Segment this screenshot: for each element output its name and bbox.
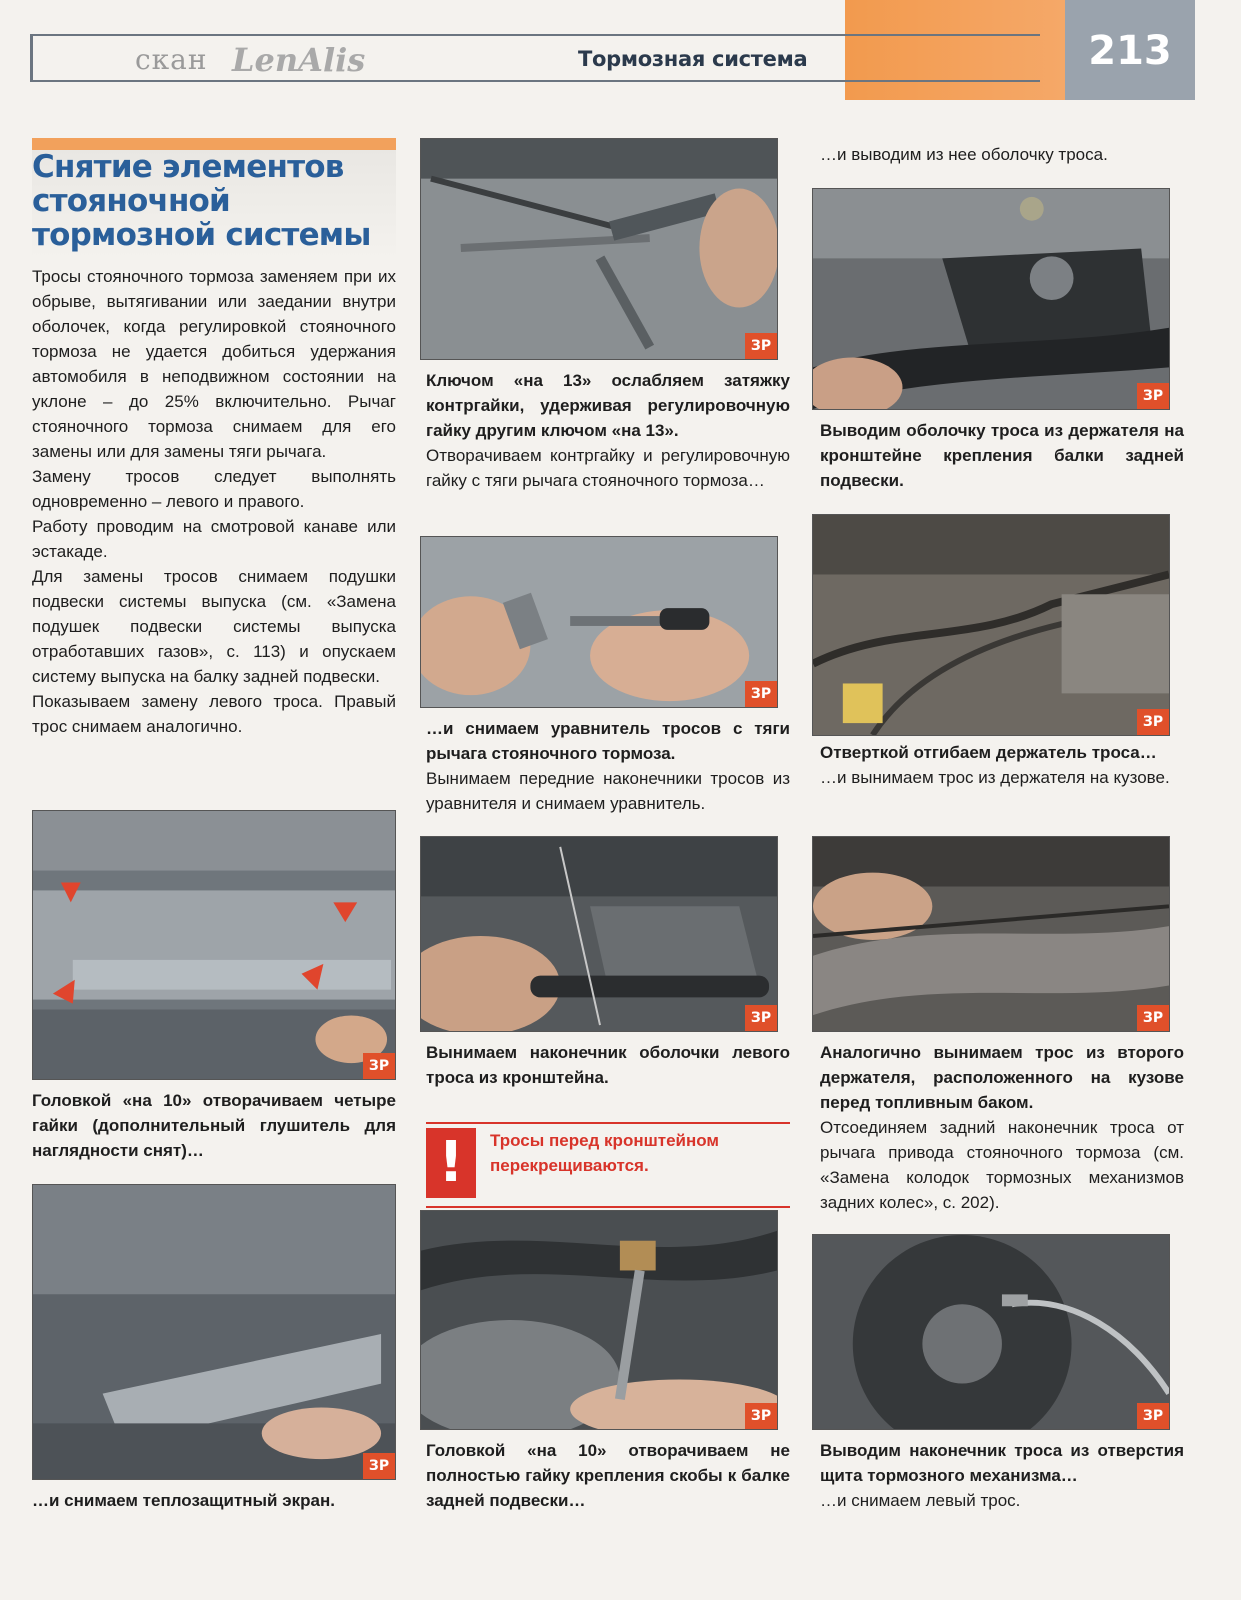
warning-text: Тросы перед кронштейном перекрещиваются.: [490, 1131, 720, 1175]
publisher-badge: ЗР: [363, 1453, 395, 1479]
col2-block-1: [426, 368, 790, 493]
paragraph: Для замены тросов снимаем подушки подвески системы выпуска (см. «Замена подушек подвески системы выпуска отработавших газов», с. 113) и опускаем систему выпуска на балку задней подвески.: [32, 567, 396, 686]
publisher-badge: ЗР: [745, 681, 777, 707]
photo-heat-shield-removed: [32, 1184, 396, 1480]
photo-image: [421, 1211, 777, 1429]
warning-icon: !: [426, 1128, 476, 1198]
warning-rule-bottom: [426, 1206, 790, 1208]
paragraph: Замену тросов следует выполнять одновременно – левого и правого.: [32, 467, 396, 511]
photo-sheath-tip: [420, 836, 778, 1032]
section-title: Тормозная система: [578, 47, 808, 71]
caption-heat-shield-nuts: Головкой «на 10» отворачиваем четыре гайки (дополнительный глушитель для наглядности снят)…: [32, 1091, 396, 1160]
article-title: Снятие элементов стояночной тормозной системы: [32, 149, 371, 253]
publisher-badge: ЗР: [1137, 1403, 1169, 1429]
photo-screwdriver-holder: [812, 514, 1170, 736]
caption-brake-shield: Выводим наконечник троса из отверстия щита тормозного механизма…: [820, 1441, 1184, 1485]
photo-image: [421, 537, 777, 707]
photo-image: [421, 837, 777, 1031]
photo-image: [813, 515, 1169, 735]
warning-rule-top: [426, 1122, 790, 1124]
publisher-badge: ЗР: [1137, 383, 1169, 409]
photo-locknut-wrench: [420, 138, 778, 360]
publisher-badge: ЗР: [745, 1005, 777, 1031]
photo-bracket-nut: [420, 1210, 778, 1430]
caption-screwdriver: Отверткой отгибаем держатель троса…: [820, 743, 1157, 762]
header-rule-bottom: [30, 80, 1040, 82]
header-rule: [30, 34, 1040, 36]
photo-image: [33, 811, 395, 1079]
publisher-badge: ЗР: [745, 1403, 777, 1429]
header-orange-block: [845, 0, 1065, 100]
paragraph: Работу проводим на смотровой канаве или эстакаде.: [32, 517, 396, 561]
col3-block-3: [820, 1040, 1184, 1215]
caption-sheath-tip: Вынимаем наконечник оболочки левого троса из кронштейна.: [426, 1043, 790, 1087]
col2-block-2: [426, 716, 790, 816]
page-number: 213: [1088, 28, 1172, 74]
publisher-badge: ЗР: [363, 1053, 395, 1079]
photo-image: [813, 189, 1169, 409]
photo-heat-shield-nuts: [32, 810, 396, 1080]
publisher-badge: ЗР: [1137, 1005, 1169, 1031]
paragraph: Показываем замену левого троса. Правый трос снимаем аналогично.: [32, 692, 396, 736]
col3-block-4: [820, 1438, 1184, 1513]
paragraph: Отворачиваем контргайку и регулировочную гайку с тяги рычага стояночного тормоза…: [426, 446, 790, 490]
paragraph: Тросы стояночного тормоза заменяем при их обрыве, вытягивании или заедании внутри оболочек, когда регулировкой стояночного тормоза не удается добиться удержания автомобиля в неподвижном состоянии на уклоне – до 25% включительно. Рычаг стояночного тормоза снимаем для его замены или для замены тяги рычага.: [32, 267, 396, 461]
photo-image: [33, 1185, 395, 1479]
photo-brake-shield: [812, 1234, 1170, 1430]
photo-second-holder: [812, 836, 1170, 1032]
col3-lead-text: …и выводим из нее оболочку троса.: [820, 145, 1108, 164]
caption-heat-shield-removed: …и снимаем теплозащитный экран.: [32, 1491, 335, 1510]
caption-equalizer: …и снимаем уравнитель тросов с тяги рычага стояночного тормоза.: [426, 719, 790, 763]
paragraph: …и вынимаем трос из держателя на кузове.: [820, 768, 1170, 787]
col3-block-2: [820, 740, 1184, 790]
publisher-badge: ЗР: [745, 333, 777, 359]
paragraph: …и снимаем левый трос.: [820, 1491, 1021, 1510]
intro-text: [32, 264, 396, 739]
photo-image: [813, 1235, 1169, 1429]
publisher-badge: ЗР: [1137, 709, 1169, 735]
paragraph: Вынимаем передние наконечники тросов из уравнителя и снимаем уравнитель.: [426, 769, 790, 813]
paragraph: Отсоединяем задний наконечник троса от рычага привода стояночного тормоза (см. «Замена колодок тормозных механизмов задних колес», с. 202).: [820, 1118, 1184, 1212]
photo-image: [813, 837, 1169, 1031]
photo-equalizer-hands: [420, 536, 778, 708]
scan-label: скан: [135, 43, 208, 76]
scanner-logo: LenAlis: [232, 41, 366, 79]
caption-bracket-nut: Головкой «на 10» отворачиваем не полностью гайку крепления скобы к балке задней подвески…: [426, 1441, 790, 1510]
photo-image: [421, 139, 777, 359]
photo-holder-bracket: [812, 188, 1170, 410]
caption-second-holder: Аналогично вынимаем трос из второго держателя, расположенного на кузове перед топливным баком.: [820, 1043, 1184, 1112]
header-rule-left: [30, 34, 33, 82]
caption-locknut: Ключом «на 13» ослабляем затяжку контргайки, удерживая регулировочную гайку другим ключом «на 13».: [426, 371, 790, 440]
caption-holder-bracket: Выводим оболочку троса из держателя на кронштейне крепления балки задней подвески.: [820, 421, 1184, 490]
